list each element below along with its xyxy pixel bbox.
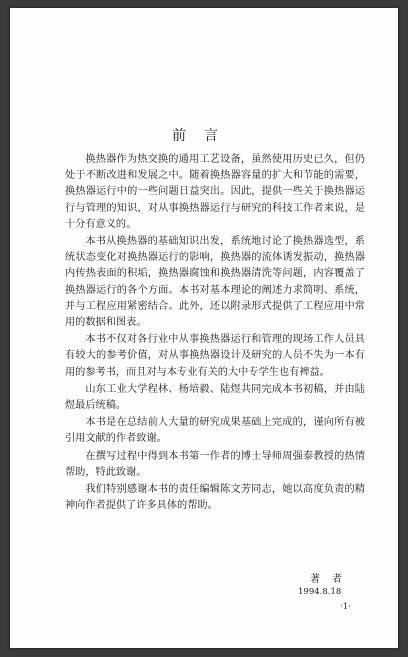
paragraph: 在撰写过程中得到本书第一作者的博士导师周强泰教授的热情帮助，特此致谢。 — [65, 450, 365, 478]
paragraph: 本书从换热器的基础知识出发，系统地讨论了换热器选型，系统状态变化对换热器运行的影响，换热器的流体诱发振动，换热器内传热表面的积垢，换热器腐蚀和换热器清洗等问题，内容覆盖了换热器运行的各个方面。本书对基本理论的阐述力求简明、系统，并与工程应用紧密结合。此外，还以附录形式提供了工程应用中常用的数据和图表。 — [65, 236, 365, 329]
page-number: ·1· — [340, 602, 351, 612]
author-signature: 著者 — [310, 574, 354, 585]
paragraph: 我们特别感谢本书的责任编辑陈文芳同志，她以高度负责的精神向作者提供了许多具体的帮助。 — [65, 484, 365, 512]
paragraph: 本书不仅对各行业中从事换热器运行和管理的现场工作人员具有较大的参考价值，对从事换热器设计及研究的人员不失为一本有用的参考书，而且对与本专业有关的大中专学生也有裨益。 — [65, 334, 365, 378]
page-title: 前言 — [172, 128, 236, 144]
document-page — [10, 8, 398, 648]
paragraph: 本书是在总结前人大量的研究成果基础上完成的，谨向所有被引用文献的作者致谢。 — [65, 417, 365, 445]
date-stamp: 1994.8.18 — [298, 587, 342, 597]
paragraph: 山东工业大学程林、杨培毅、陆煜共同完成本书初稿，并由陆煜最后统稿。 — [65, 383, 365, 412]
paragraph: 换热器作为热交换的通用工艺设备，虽然使用历史已久，但仍处于不断改进和发展之中。随着换热器容量的扩大和节能的需要，换热器运行中的一些问题日益突出。因此，提供一些关于换热器运行与管理的知识，对从事换热器运行与研究的科技工作者来说，是十分有意义的。 — [65, 154, 365, 230]
preface-body — [65, 152, 365, 515]
